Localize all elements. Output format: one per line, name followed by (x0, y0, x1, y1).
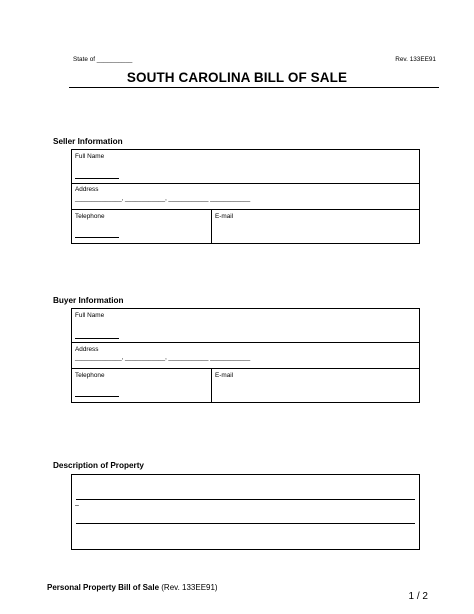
buyer-full-name-label: Full Name (75, 312, 105, 319)
buyer-address-field[interactable]: ______________, ____________, ____________ ____________ (75, 355, 251, 361)
seller-full-name-label: Full Name (75, 153, 105, 160)
page-title: SOUTH CAROLINA BILL OF SALE (126, 70, 348, 85)
column-divider (211, 209, 212, 243)
seller-full-name-field[interactable] (75, 178, 119, 179)
seller-address-label: Address (75, 186, 99, 193)
description-dash: – (75, 502, 79, 509)
seller-address-field[interactable]: ______________, ____________, ____________ ____________ (75, 196, 251, 202)
buyer-email-label: E-mail (215, 372, 234, 379)
title-divider (69, 87, 439, 88)
buyer-info-box (71, 308, 420, 403)
seller-info-box (71, 149, 420, 244)
revision-label: Rev. 133EE91 (395, 56, 436, 63)
buyer-telephone-label: Telephone (75, 372, 105, 379)
row-divider (72, 209, 419, 210)
seller-section-title: Seller Information (53, 137, 123, 146)
property-description-box[interactable] (71, 474, 420, 550)
property-section-title: Description of Property (53, 461, 144, 470)
row-divider (72, 183, 419, 184)
description-line[interactable] (76, 499, 415, 500)
buyer-full-name-field[interactable] (75, 338, 119, 339)
row-divider (72, 368, 419, 369)
seller-telephone-field[interactable] (75, 237, 119, 238)
row-divider (72, 342, 419, 343)
footer-doc-label (47, 583, 218, 592)
footer-doc-name: Personal Property Bill of Sale (47, 583, 160, 592)
buyer-section-title: Buyer Information (53, 296, 124, 305)
state-field[interactable]: State of __________ (73, 56, 133, 63)
page-number: 1 / 2 (408, 591, 428, 602)
seller-email-label: E-mail (215, 213, 234, 220)
footer-doc-rev: (Rev. 133EE91) (159, 583, 218, 592)
buyer-address-label: Address (75, 346, 99, 353)
column-divider (211, 368, 212, 402)
seller-telephone-label: Telephone (75, 213, 105, 220)
buyer-telephone-field[interactable] (75, 396, 119, 397)
description-line[interactable] (76, 523, 415, 524)
